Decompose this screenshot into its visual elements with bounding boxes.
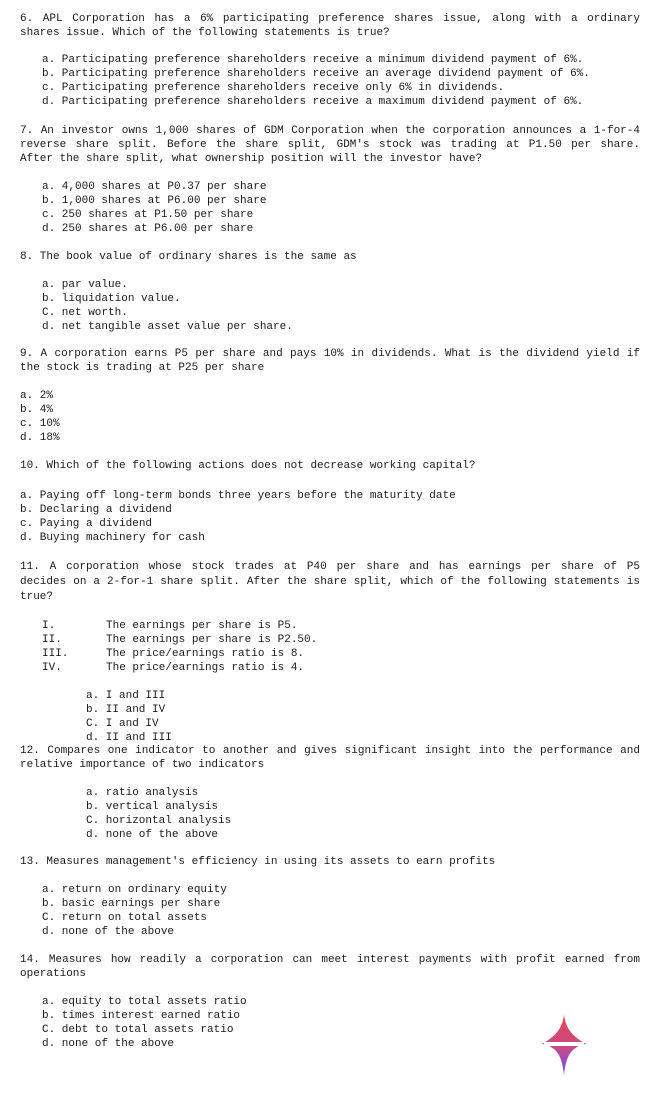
option-list	[20, 689, 640, 745]
question-stem: 12. Compares one indicator to another and gives significant insight into the performance and relative importance of two indicators	[20, 745, 640, 771]
option-list	[20, 180, 640, 236]
option-b[interactable]: b. liquidation value.	[42, 293, 181, 305]
option-c[interactable]: c. Paying a dividend	[20, 518, 153, 530]
option-a[interactable]: a. par value.	[42, 279, 128, 291]
statement-iv	[42, 661, 640, 675]
option-d[interactable]: d. none of the above	[42, 926, 175, 938]
option-b[interactable]: b. vertical analysis	[86, 801, 219, 813]
option-a[interactable]: a. Participating preference shareholders receive a minimum dividend payment of 6%.	[42, 54, 584, 66]
statement-number: III.	[42, 648, 69, 660]
option-c[interactable]: c. 10%	[20, 418, 60, 430]
option-d[interactable]: d. net tangible asset value per share.	[42, 321, 293, 333]
option-a[interactable]: a. 2%	[20, 390, 54, 402]
question-stem: 8. The book value of ordinary shares is the same as	[20, 251, 357, 263]
sparkle-logo-icon	[540, 1013, 588, 1077]
option-d[interactable]: d. 250 shares at P6.00 per share	[42, 223, 254, 235]
option-d[interactable]: d. Participating preference shareholders receive a maximum dividend payment of 6%.	[42, 96, 584, 108]
question-stem: 6. APL Corporation has a 6% participating preference shares issue, along with a ordinary shares issue. Which of the following statements is true?	[20, 13, 640, 39]
option-c[interactable]: C. I and IV	[86, 718, 159, 730]
option-d[interactable]: d. 18%	[20, 432, 60, 444]
question-7	[20, 124, 640, 236]
option-d[interactable]: d. Buying machinery for cash	[20, 532, 205, 544]
statement-number: IV.	[42, 662, 62, 674]
question-12	[20, 744, 640, 842]
option-a[interactable]: a. 4,000 shares at P0.37 per share	[42, 181, 267, 193]
option-c[interactable]: C. debt to total assets ratio	[42, 1024, 234, 1036]
statement-text: The earnings per share is P2.50.	[106, 634, 318, 646]
option-list	[20, 53, 640, 109]
statement-text: The price/earnings ratio is 4.	[106, 662, 305, 674]
question-stem: 11. A corporation whose stock trades at P40 per share and has earnings per share of P5 decides on a 2-for-1 share split. After the share split, which of the following statements is true?	[20, 561, 640, 603]
question-6	[20, 12, 640, 109]
option-a[interactable]: a. ratio analysis	[86, 787, 199, 799]
option-b[interactable]: b. 1,000 shares at P6.00 per share	[42, 195, 267, 207]
option-b[interactable]: b. II and IV	[86, 704, 166, 716]
option-b[interactable]: b. basic earnings per share	[42, 898, 221, 910]
option-list	[20, 389, 640, 445]
option-b[interactable]: b. times interest earned ratio	[42, 1010, 241, 1022]
statement-ii	[42, 633, 640, 647]
option-c[interactable]: c. Participating preference shareholders receive only 6% in dividends.	[42, 82, 505, 94]
statement-number: I.	[42, 620, 56, 632]
question-stem: 9. A corporation earns P5 per share and pays 10% in dividends. What is the dividend yield if the stock is trading at P25 per share	[20, 348, 640, 374]
question-stem: 10. Which of the following actions does not decrease working capital?	[20, 460, 476, 472]
question-8	[20, 250, 640, 334]
option-b[interactable]: b. Participating preference shareholders receive an average dividend payment of 6%.	[42, 68, 590, 80]
statement-text: The earnings per share is P5.	[106, 620, 298, 632]
statement-iii	[42, 647, 640, 661]
option-list	[20, 489, 640, 545]
option-d[interactable]: d. none of the above	[42, 1038, 175, 1050]
option-list	[20, 883, 640, 939]
question-11	[20, 560, 640, 745]
option-a[interactable]: a. equity to total assets ratio	[42, 996, 247, 1008]
question-10	[20, 459, 640, 545]
option-b[interactable]: b. Declaring a dividend	[20, 504, 172, 516]
option-a[interactable]: a. I and III	[86, 690, 166, 702]
question-stem: 14. Measures how readily a corporation can meet interest payments with profit earned from operations	[20, 954, 640, 980]
option-list	[20, 278, 640, 334]
statement-number: II.	[42, 634, 62, 646]
question-9	[20, 347, 640, 445]
option-a[interactable]: a. Paying off long-term bonds three years before the maturity date	[20, 490, 456, 502]
option-c[interactable]: c. 250 shares at P1.50 per share	[42, 209, 254, 221]
option-c[interactable]: C. horizontal analysis	[86, 815, 232, 827]
option-c[interactable]: C. net worth.	[42, 307, 128, 319]
option-a[interactable]: a. return on ordinary equity	[42, 884, 227, 896]
option-c[interactable]: C. return on total assets	[42, 912, 208, 924]
statement-i	[42, 619, 640, 633]
statement-list	[20, 619, 640, 675]
question-stem: 13. Measures management's efficiency in using its assets to earn profits	[20, 856, 496, 868]
option-b[interactable]: b. 4%	[20, 404, 54, 416]
question-13	[20, 855, 640, 939]
statement-text: The price/earnings ratio is 8.	[106, 648, 305, 660]
option-d[interactable]: d. none of the above	[86, 829, 219, 841]
question-stem: 7. An investor owns 1,000 shares of GDM Corporation when the corporation announces a 1-for-4 reverse share split. Before the share split, GDM's stock was trading at P1.50 per share. After the share split, what ownership position will the investor have?	[20, 125, 640, 165]
option-list	[20, 786, 640, 842]
option-d[interactable]: d. II and III	[86, 732, 172, 744]
